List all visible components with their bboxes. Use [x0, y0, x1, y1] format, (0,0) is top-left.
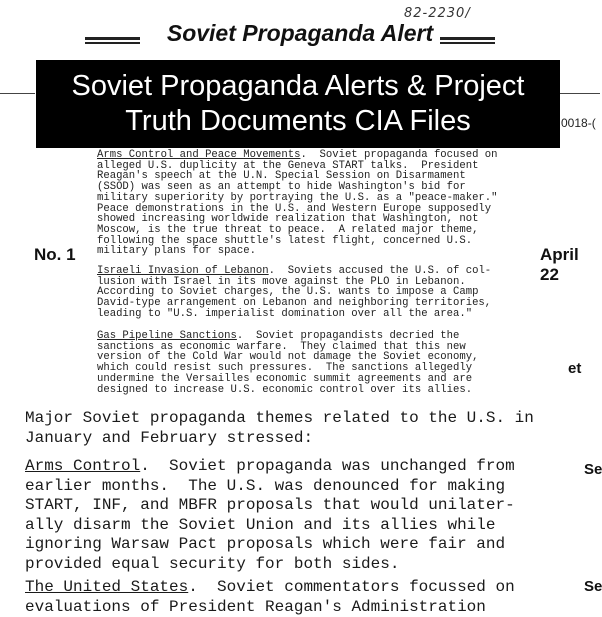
doc-id-fragment: 0018-( [561, 116, 596, 130]
heading: Arms Control [25, 457, 141, 475]
lower-intro: Major Soviet propaganda themes related to the U.S. in January and February stressed: [25, 409, 534, 447]
upper-paragraph-pipeline [97, 331, 517, 395]
banner-line-2: Truth Documents CIA Files [125, 105, 471, 137]
body: . Soviet propaganda was unchanged from earlier months. The U.S. was denounced for making START, INF, and MBFR proposals that would unilater- ally disarm the Soviet Union and its allies while ignoring Warsaw Pact proposals which were fair and provided equal security for both sides. [25, 457, 515, 573]
issue-number: No. 1 [34, 245, 76, 264]
right-fragment-3: Se [584, 578, 602, 595]
title-banner [36, 60, 560, 148]
heading: Arms Control and Peace Movements [97, 149, 301, 161]
upper-paragraph-lebanon [97, 266, 517, 320]
banner-line-1: Soviet Propaganda Alerts & Project [71, 70, 525, 102]
divider-left [0, 93, 35, 94]
upper-paragraph-arms-control [97, 150, 517, 257]
divider-right [560, 93, 600, 94]
lower-paragraph-united-states [25, 578, 565, 617]
lower-paragraph-arms-control [25, 457, 565, 574]
body: . Soviet propagandists decried the sanctions as economic warfare. They claimed that this new version of the Cold War would not damage the Soviet economy, which could resist such pressures. The sanctions allegedly undermine the Versailles economic summit agreements and are designed to increase U.S. economic control over its allies. [97, 330, 479, 396]
heading: Israeli Invasion of Lebanon [97, 265, 269, 277]
heading: Gas Pipeline Sanctions [97, 330, 237, 342]
document-title: Soviet Propaganda Alert [166, 20, 434, 46]
body: . Soviet commentators focussed on evaluations of President Reagan's Administration [25, 578, 515, 616]
right-fragment-1: et [568, 360, 582, 377]
body: . Soviets accused the U.S. of col- lusion with Israel in its move against the PLO in Lebanon. According to Soviet charges, the U.S. wants to impose a Camp David-type arrangement on Lebanon and neighboring territories, leading to "U.S. imperialist domination over all the area." [97, 265, 492, 320]
handwritten-number: 82-2230/ [404, 6, 471, 21]
body: . Soviet propaganda focused on alleged U.S. duplicity at the Geneva START talks. President Reagan's speech at the U.N. Special Session on Disarmament (SSOD) was seen as an attempt to hide Washington's bid for military superiority by portraying the U.S. as a "peace-maker." Peace demonstrations in the U.S. and Western Europe supposedly showed increasing worldwide realization that Washington, not Moscow, is the true threat to peace. A related major theme, following the space shuttle's latest flight, concerned U.S. military plans for space. [97, 149, 498, 258]
issue-date: April 22 [540, 245, 579, 284]
right-fragment-2: Se [584, 461, 602, 478]
heading: The United States [25, 578, 189, 596]
